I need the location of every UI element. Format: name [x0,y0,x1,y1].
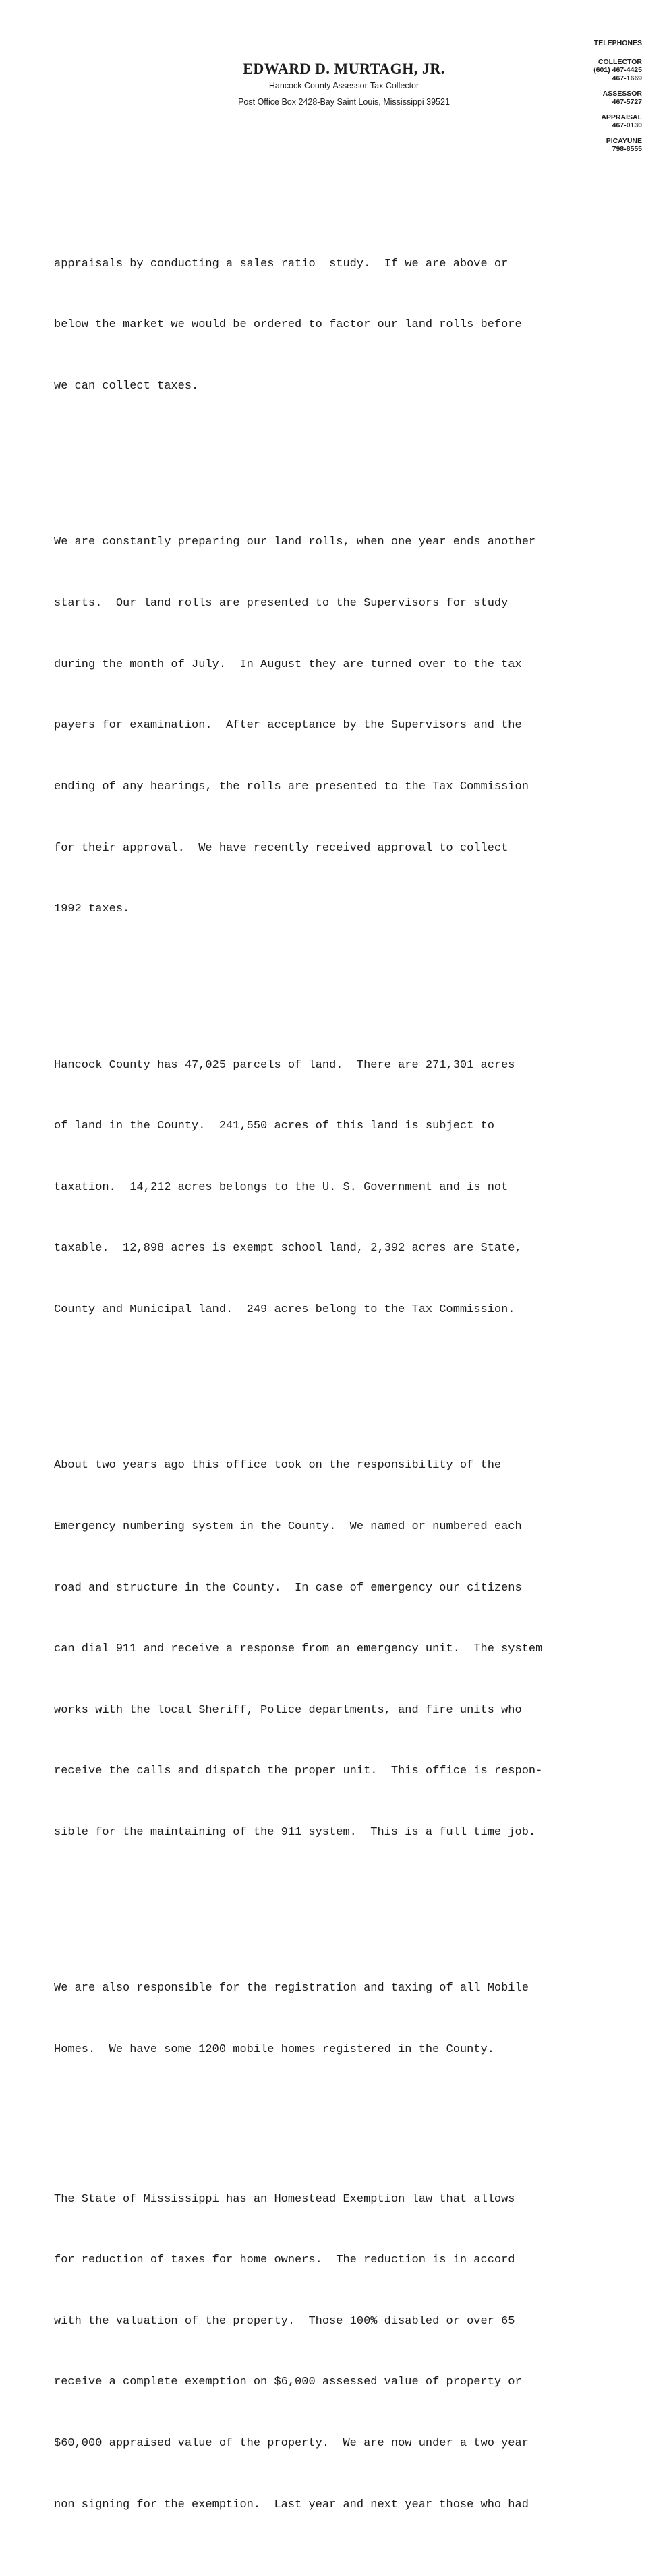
phone-number: 467-1669 [612,74,642,82]
text-line: $60,000 appraised value of the property. We are now under a two year [54,2436,529,2450]
text-line: works with the local Sheriff, Police departments, and fire units who [54,1703,522,1717]
telephones-heading: TELEPHONES [593,39,642,47]
text-line: Homes. We have some 1200 mobile homes registered in the County. [54,2043,494,2057]
text-line: 1992 taxes. [54,903,130,916]
text-line: for reduction of taxes for home owners. The reduction is in accord [54,2254,515,2267]
text-line: sible for the maintaining of the 911 system. This is a full time job. [54,1826,536,1839]
telephone-directory [566,39,642,161]
phone-group-appraisal [566,113,642,130]
text-line: with the valuation of the property. Those 100% disabled or over 65 [54,2314,515,2328]
text-line: payers for examination. After acceptance by the Supervisors and the [54,719,522,733]
text-line: The State of Mississippi has an Homestead Exemption law that allows [54,2192,515,2206]
text-line: appraisals by conducting a sales ratio study. If we are above or [54,257,508,270]
text-line: receive the calls and dispatch the proper unit. This office is respon- [54,1765,543,1778]
phone-label: ASSESSOR [602,90,642,98]
text-line: road and structure in the County. In case of emergency our citizens [54,1581,522,1595]
phone-group-collector [566,58,642,82]
phone-group-picayune [566,137,642,153]
paragraph-appraisals [54,213,641,437]
letterhead-title: Hancock County Assessor-Tax Collector [268,81,419,90]
text-line: taxation. 14,212 acres belongs to the U. S. Government and is not [54,1180,508,1194]
letter-body [54,173,641,2576]
phone-number: 798-8555 [612,145,642,153]
text-line: taxable. 12,898 acres is exempt school land, 2,392 acres are State, [54,1242,522,1255]
text-line: can dial 911 and receive a response from an emergency unit. The system [54,1642,543,1656]
text-line: during the month of July. In August they are turned over to the tax [54,658,522,671]
letterhead-name: EDWARD D. MURTAGH, JR. [243,60,445,77]
phone-number: (601) 467-4425 [593,66,642,74]
text-line: receive a complete exemption on $6,000 assessed value of property or [54,2376,522,2389]
text-line: We are also responsible for the registration and taxing of all Mobile [54,1982,529,1995]
phone-label: PICAYUNE [606,137,642,145]
text-line: Hancock County has 47,025 parcels of land. There are 271,301 acres [54,1058,515,1072]
phone-group-assessor [566,90,642,106]
text-line: starts. Our land rolls are presented to the Supervisors for study [54,597,508,610]
phone-label: COLLECTOR [598,58,642,66]
text-line: non signing for the exemption. Last year and next year those who had [54,2498,529,2511]
text-line: below the market we would be ordered to factor our land rolls before [54,318,522,332]
paragraph-emergency-911 [54,1415,641,1884]
letterhead-address: Post Office Box 2428-Bay Saint Louis, Mississippi 39521 [238,97,450,107]
paragraph-mobile-homes [54,1938,641,2101]
letterhead [202,59,486,108]
text-line: of land in the County. 241,550 acres of this land is subject to [54,1120,494,1133]
text-line: We are constantly preparing our land rolls, when one year ends another [54,536,536,549]
text-line: About two years ago this office took on the responsibility of the [54,1459,502,1472]
text-line: ending of any hearings, the rolls are presented to the Tax Commission [54,780,529,793]
text-line: County and Municipal land. 249 acres belong to the Tax Commission. [54,1303,515,1316]
text-line: we can collect taxes. [54,380,199,393]
text-line: Emergency numbering system in the County. We named or numbered each [54,1520,522,1533]
phone-number: 467-0130 [612,121,642,130]
paragraph-parcels [54,1014,641,1361]
phone-number: 467-5727 [612,98,642,106]
paragraph-land-rolls [54,492,641,961]
text-line: for their approval. We have recently received approval to collect [54,841,508,855]
phone-label: APPRAISAL [601,113,642,121]
paragraph-homestead-exemption [54,2148,641,2556]
